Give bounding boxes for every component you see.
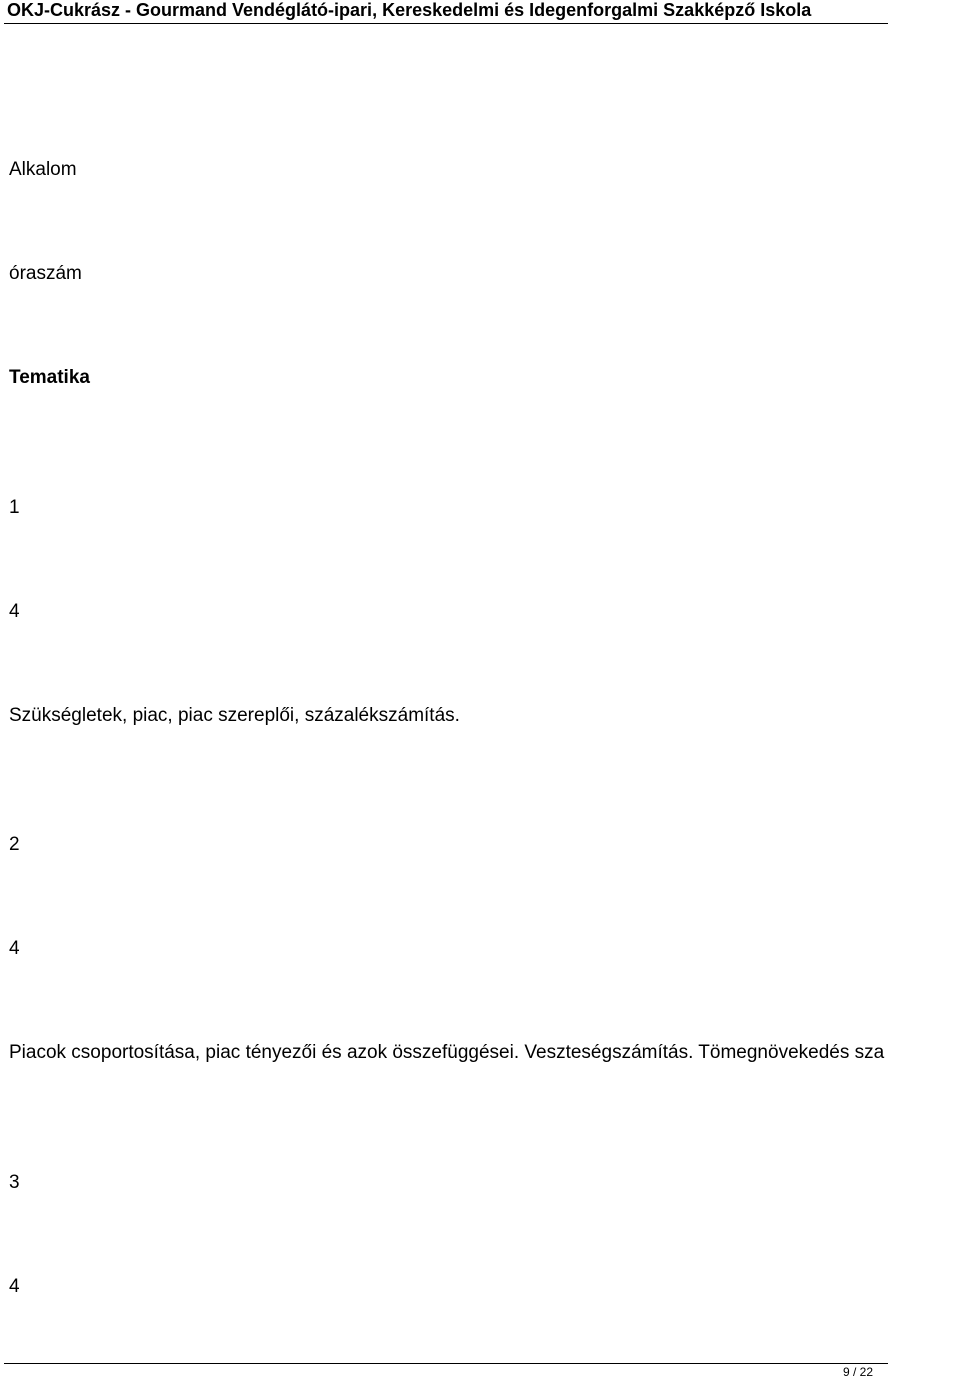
session-number: 2 <box>9 834 20 855</box>
session-topic: Szükségletek, piac, piac szereplői, százalékszámítás. <box>9 705 460 726</box>
topic-column-label: Tematika <box>9 367 90 388</box>
session-hours: 4 <box>9 601 20 622</box>
hours-column-label: óraszám <box>9 263 82 284</box>
session-number: 1 <box>9 497 20 518</box>
session-hours: 4 <box>9 1276 20 1297</box>
document-title: OKJ-Cukrász - Gourmand Vendéglátó-ipari, Kereskedelmi és Idegenforgalmi Szakképző Iskola <box>7 0 812 20</box>
header-divider <box>4 23 888 24</box>
footer-divider <box>4 1363 888 1364</box>
session-hours: 4 <box>9 938 20 959</box>
session-topic: Piacok csoportosítása, piac tényezői és azok összefüggései. Veszteségszámítás. Tömegnövekedés sza <box>9 1042 885 1063</box>
session-number: 3 <box>9 1172 20 1193</box>
page-number: 9 / 22 <box>842 1365 874 1379</box>
session-column-label: Alkalom <box>9 159 77 180</box>
